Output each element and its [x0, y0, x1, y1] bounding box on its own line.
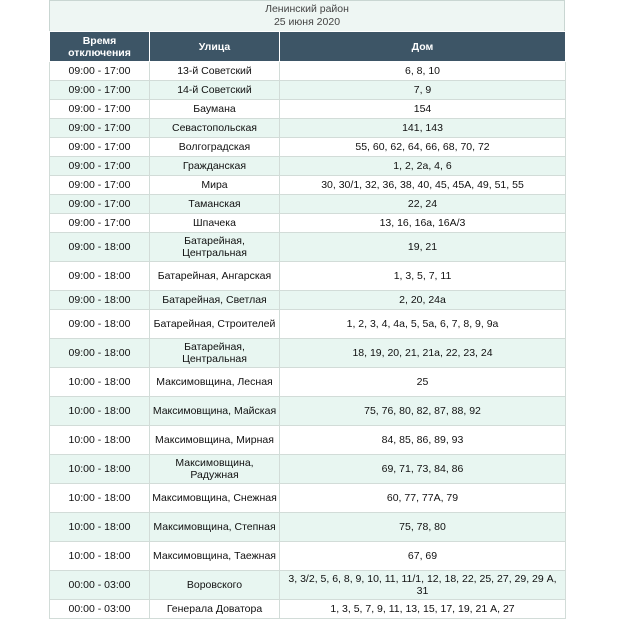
house-cell: 69, 71, 73, 84, 86 — [280, 455, 566, 484]
house-cell: 6, 8, 10 — [280, 62, 566, 81]
outage-schedule — [49, 0, 565, 619]
street-cell: Воровского — [150, 571, 280, 600]
table-row — [50, 339, 566, 368]
time-cell: 09:00 - 18:00 — [50, 233, 150, 262]
house-cell: 1, 3, 5, 7, 11 — [280, 262, 566, 291]
time-cell: 09:00 - 18:00 — [50, 291, 150, 310]
time-cell: 09:00 - 17:00 — [50, 214, 150, 233]
time-cell: 10:00 - 18:00 — [50, 484, 150, 513]
district-title: Ленинский район — [265, 3, 349, 15]
table-row — [50, 291, 566, 310]
header-row — [50, 32, 566, 62]
street-cell: Батарейная, Центральная — [150, 339, 280, 368]
table-row — [50, 195, 566, 214]
table-row — [50, 426, 566, 455]
street-cell: Максимовщина, Снежная — [150, 484, 280, 513]
street-cell: Батарейная, Строителей — [150, 310, 280, 339]
street-cell: Батарейная, Ангарская — [150, 262, 280, 291]
table-caption — [49, 0, 565, 31]
table-row — [50, 176, 566, 195]
street-cell: Таманская — [150, 195, 280, 214]
time-cell: 09:00 - 17:00 — [50, 138, 150, 157]
house-cell: 30, 30/1, 32, 36, 38, 40, 45, 45А, 49, 51, 55 — [280, 176, 566, 195]
table-row — [50, 310, 566, 339]
time-cell: 09:00 - 18:00 — [50, 262, 150, 291]
time-cell: 09:00 - 17:00 — [50, 157, 150, 176]
table-row — [50, 484, 566, 513]
street-cell: 13-й Советский — [150, 62, 280, 81]
house-cell: 3, 3/2, 5, 6, 8, 9, 10, 11, 11/1, 12, 18, 22, 25, 27, 29, 29 А, 31 — [280, 571, 566, 600]
street-cell: Максимовщина, Степная — [150, 513, 280, 542]
table-row — [50, 214, 566, 233]
table-row — [50, 233, 566, 262]
house-cell: 1, 2, 2а, 4, 6 — [280, 157, 566, 176]
time-cell: 00:00 - 03:00 — [50, 571, 150, 600]
street-cell: Максимовщина, Майская — [150, 397, 280, 426]
house-cell: 18, 19, 20, 21, 21а, 22, 23, 24 — [280, 339, 566, 368]
header-street: Улица — [150, 32, 280, 62]
house-cell: 25 — [280, 368, 566, 397]
table-row — [50, 119, 566, 138]
house-cell: 55, 60, 62, 64, 66, 68, 70, 72 — [280, 138, 566, 157]
time-cell: 10:00 - 18:00 — [50, 397, 150, 426]
time-cell: 09:00 - 18:00 — [50, 310, 150, 339]
house-cell: 1, 3, 5, 7, 9, 11, 13, 15, 17, 19, 21 А, 27 — [280, 600, 566, 619]
time-cell: 00:00 - 03:00 — [50, 600, 150, 619]
house-cell: 1, 2, 3, 4, 4а, 5, 5а, 6, 7, 8, 9, 9а — [280, 310, 566, 339]
table-row — [50, 138, 566, 157]
house-cell: 67, 69 — [280, 542, 566, 571]
time-cell: 10:00 - 18:00 — [50, 513, 150, 542]
house-cell: 2, 20, 24а — [280, 291, 566, 310]
house-cell: 75, 76, 80, 82, 87, 88, 92 — [280, 397, 566, 426]
time-cell: 09:00 - 17:00 — [50, 195, 150, 214]
time-cell: 10:00 - 18:00 — [50, 426, 150, 455]
time-cell: 09:00 - 17:00 — [50, 100, 150, 119]
time-cell: 09:00 - 17:00 — [50, 176, 150, 195]
header-time: Время отключения — [50, 32, 150, 62]
street-cell: Максимовщина, Радужная — [150, 455, 280, 484]
schedule-date: 25 июня 2020 — [273, 16, 341, 28]
house-cell: 75, 78, 80 — [280, 513, 566, 542]
table-row — [50, 513, 566, 542]
street-cell: Мира — [150, 176, 280, 195]
outage-table — [49, 31, 566, 619]
table-row — [50, 81, 566, 100]
table-row — [50, 600, 566, 619]
house-cell: 19, 21 — [280, 233, 566, 262]
house-cell: 22, 24 — [280, 195, 566, 214]
street-cell: Батарейная, Центральная — [150, 233, 280, 262]
house-cell: 141, 143 — [280, 119, 566, 138]
time-cell: 09:00 - 17:00 — [50, 81, 150, 100]
table-row — [50, 542, 566, 571]
house-cell: 154 — [280, 100, 566, 119]
time-cell: 10:00 - 18:00 — [50, 368, 150, 397]
table-row — [50, 100, 566, 119]
table-row — [50, 571, 566, 600]
time-cell: 09:00 - 17:00 — [50, 119, 150, 138]
time-cell: 09:00 - 18:00 — [50, 339, 150, 368]
street-cell: Гражданская — [150, 157, 280, 176]
street-cell: Севастопольская — [150, 119, 280, 138]
street-cell: Батарейная, Светлая — [150, 291, 280, 310]
house-cell: 60, 77, 77А, 79 — [280, 484, 566, 513]
table-row — [50, 455, 566, 484]
time-cell: 10:00 - 18:00 — [50, 542, 150, 571]
house-cell: 7, 9 — [280, 81, 566, 100]
street-cell: Максимовщина, Таежная — [150, 542, 280, 571]
table-row — [50, 62, 566, 81]
time-cell: 09:00 - 17:00 — [50, 62, 150, 81]
table-row — [50, 368, 566, 397]
street-cell: Генерала Доватора — [150, 600, 280, 619]
table-row — [50, 157, 566, 176]
street-cell: Шпачека — [150, 214, 280, 233]
street-cell: Максимовщина, Лесная — [150, 368, 280, 397]
table-row — [50, 397, 566, 426]
street-cell: Баумана — [150, 100, 280, 119]
street-cell: 14-й Советский — [150, 81, 280, 100]
table-row — [50, 262, 566, 291]
street-cell: Волгоградская — [150, 138, 280, 157]
street-cell: Максимовщина, Мирная — [150, 426, 280, 455]
house-cell: 84, 85, 86, 89, 93 — [280, 426, 566, 455]
time-cell: 10:00 - 18:00 — [50, 455, 150, 484]
house-cell: 13, 16, 16а, 16А/3 — [280, 214, 566, 233]
header-house: Дом — [280, 32, 566, 62]
